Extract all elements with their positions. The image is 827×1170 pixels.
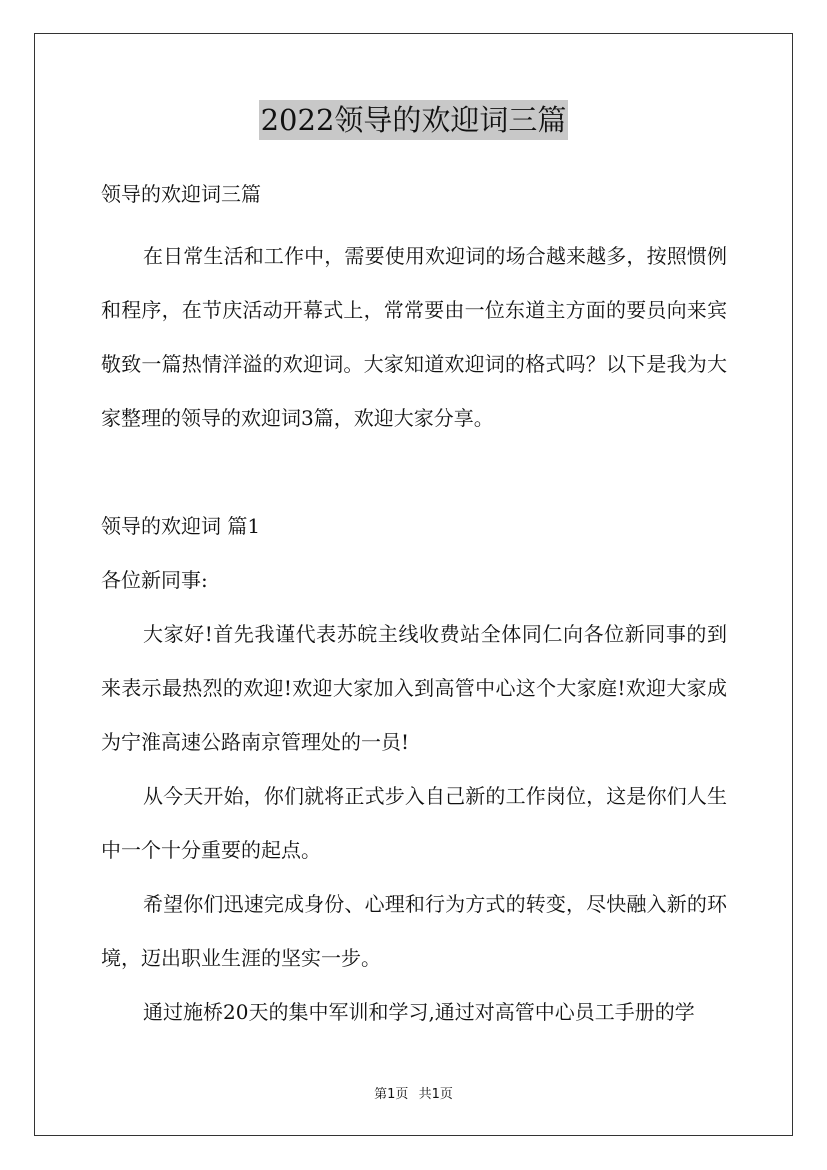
salutation: 各位新同事: <box>101 568 208 592</box>
intro-paragraph: 在日常生活和工作中，需要使用欢迎词的场合越来越多，按照惯例和程序，在节庆活动开幕式上，常常要由一位东道主方面的要员向来宾敬致一篇热情洋溢的欢迎词。大家知道欢迎词的格式吗？以下是我为大家整理的领导的欢迎词3篇，欢迎大家分享。 <box>101 244 727 430</box>
document-title: 2022领导的欢迎词三篇 <box>259 100 569 140</box>
document-subtitle: 领导的欢迎词三篇 <box>101 182 261 206</box>
document-body <box>101 175 727 1039</box>
title-container <box>0 100 827 140</box>
section-heading: 领导的欢迎词 篇1 <box>101 514 261 538</box>
page-footer <box>0 1083 827 1102</box>
section-spacer <box>101 445 727 499</box>
page-number-current: 第1页 <box>374 1087 409 1102</box>
body-paragraph-3: 希望你们迅速完成身份、心理和行为方式的转变，尽快融入新的环境，迈出职业生涯的坚实一步。 <box>101 892 727 970</box>
body-paragraph-1: 大家好!首先我谨代表苏皖主线收费站全体同仁向各位新同事的到来表示最热烈的欢迎!欢迎大家加入到高管中心这个大家庭!欢迎大家成为宁淮高速公路南京管理处的一员! <box>101 622 727 754</box>
body-paragraph-2: 从今天开始，你们就将正式步入自己新的工作岗位，这是你们人生中一个十分重要的起点。 <box>101 784 727 862</box>
page-number-total: 共1页 <box>418 1087 453 1102</box>
body-paragraph-4: 通过施桥20天的集中军训和学习,通过对高管中心员工手册的学 <box>143 1000 695 1024</box>
